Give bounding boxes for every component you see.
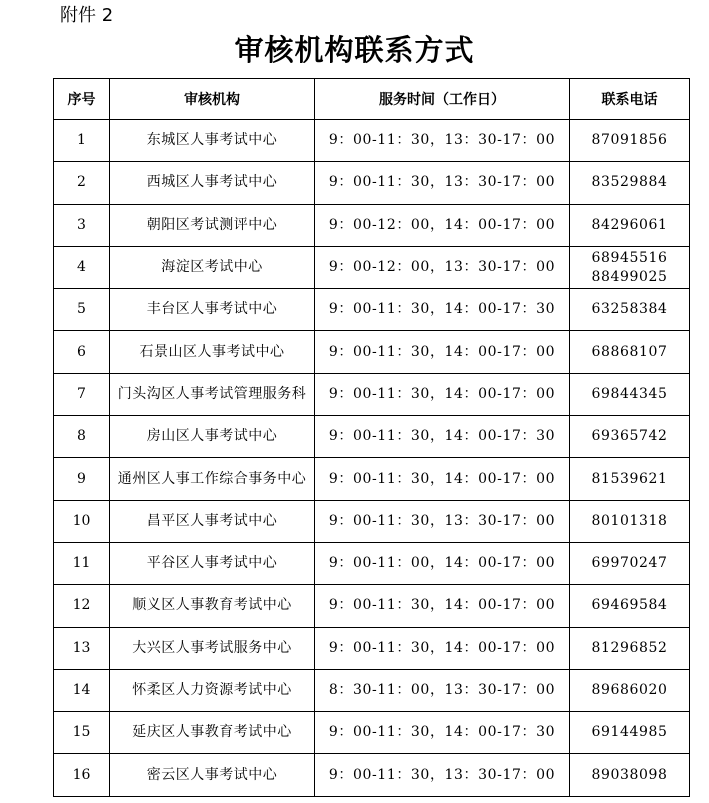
- cell-phone: [570, 331, 690, 373]
- cell-phone: [570, 373, 690, 415]
- cell-phone: [570, 669, 690, 711]
- cell-index: 14: [54, 669, 110, 711]
- cell-phone: [570, 542, 690, 584]
- cell-phone: [570, 162, 690, 204]
- table-row: [54, 162, 690, 204]
- cell-hours: 9：00-11：00，14：00-17：00: [315, 542, 570, 584]
- cell-index: 11: [54, 542, 110, 584]
- table-row: [54, 500, 690, 542]
- cell-hours: 9：00-11：30，14：00-17：30: [315, 712, 570, 754]
- cell-index: 13: [54, 627, 110, 669]
- cell-index: 8: [54, 416, 110, 458]
- phone-number: 83529884: [591, 174, 668, 191]
- table-row: [54, 458, 690, 500]
- contacts-table: [53, 78, 690, 797]
- cell-agency: 西城区人事考试中心: [110, 162, 315, 204]
- phone-number: 88499025: [591, 268, 668, 285]
- cell-phone: [570, 120, 690, 162]
- table-row: [54, 373, 690, 415]
- cell-phone: [570, 246, 690, 288]
- cell-hours: 8：30-11：00，13：30-17：00: [315, 669, 570, 711]
- cell-index: 6: [54, 331, 110, 373]
- cell-hours: 9：00-12：00，13：30-17：00: [315, 246, 570, 288]
- table-body: [54, 120, 690, 797]
- cell-agency: 朝阳区考试测评中心: [110, 204, 315, 246]
- cell-index: 3: [54, 204, 110, 246]
- cell-hours: 9：00-11：30，14：00-17：00: [315, 585, 570, 627]
- cell-phone: [570, 712, 690, 754]
- cell-agency: 东城区人事考试中心: [110, 120, 315, 162]
- table-row: [54, 246, 690, 288]
- cell-agency: 通州区人事工作综合事务中心: [110, 458, 315, 500]
- phone-number: 84296061: [591, 216, 668, 233]
- header-agency: 审核机构: [110, 79, 315, 120]
- table-row: [54, 669, 690, 711]
- header-hours: 服务时间（工作日）: [315, 79, 570, 120]
- cell-hours: 9：00-11：30，14：00-17：00: [315, 331, 570, 373]
- cell-hours: 9：00-12：00，14：00-17：00: [315, 204, 570, 246]
- cell-hours: 9：00-11：30，14：00-17：00: [315, 458, 570, 500]
- cell-phone: [570, 204, 690, 246]
- table-row: [54, 204, 690, 246]
- cell-agency: 怀柔区人力资源考试中心: [110, 669, 315, 711]
- cell-agency: 大兴区人事考试服务中心: [110, 627, 315, 669]
- phone-number: 87091856: [591, 132, 668, 149]
- cell-index: 5: [54, 289, 110, 331]
- cell-index: 10: [54, 500, 110, 542]
- cell-agency: 密云区人事考试中心: [110, 754, 315, 796]
- cell-agency: 顺义区人事教育考试中心: [110, 585, 315, 627]
- cell-agency: 昌平区人事考试中心: [110, 500, 315, 542]
- phone-number: 63258384: [591, 301, 668, 318]
- table-row: [54, 754, 690, 796]
- cell-index: 16: [54, 754, 110, 796]
- phone-number: 81539621: [591, 470, 668, 487]
- cell-phone: [570, 458, 690, 500]
- phone-number: 69844345: [591, 385, 668, 402]
- cell-agency: 海淀区考试中心: [110, 246, 315, 288]
- phone-number: 80101318: [591, 512, 668, 529]
- attachment-label: 附件 2: [60, 5, 114, 26]
- header-index: 序号: [54, 79, 110, 120]
- phone-number: 69144985: [591, 724, 668, 741]
- cell-phone: [570, 500, 690, 542]
- table-header-row: [54, 79, 690, 120]
- cell-phone: [570, 289, 690, 331]
- cell-hours: 9：00-11：30，13：30-17：00: [315, 162, 570, 204]
- cell-agency: 房山区人事考试中心: [110, 416, 315, 458]
- phone-number: 89038098: [591, 766, 668, 783]
- table-row: [54, 712, 690, 754]
- cell-agency: 丰台区人事考试中心: [110, 289, 315, 331]
- cell-phone: [570, 754, 690, 796]
- cell-index: 4: [54, 246, 110, 288]
- table-row: [54, 331, 690, 373]
- cell-phone: [570, 627, 690, 669]
- cell-index: 7: [54, 373, 110, 415]
- page-title: 审核机构联系方式: [234, 33, 475, 67]
- phone-number: 81296852: [591, 639, 668, 656]
- cell-hours: 9：00-11：30，14：00-17：00: [315, 627, 570, 669]
- table-row: [54, 416, 690, 458]
- cell-index: 9: [54, 458, 110, 500]
- cell-index: 2: [54, 162, 110, 204]
- cell-hours: 9：00-11：30，13：30-17：00: [315, 120, 570, 162]
- table-row: [54, 585, 690, 627]
- cell-hours: 9：00-11：30，14：00-17：00: [315, 373, 570, 415]
- cell-phone: [570, 416, 690, 458]
- cell-index: 12: [54, 585, 110, 627]
- table-row: [54, 289, 690, 331]
- cell-agency: 门头沟区人事考试管理服务科: [110, 373, 315, 415]
- cell-hours: 9：00-11：30，13：30-17：00: [315, 500, 570, 542]
- phone-number: 69970247: [591, 555, 668, 572]
- cell-agency: 平谷区人事考试中心: [110, 542, 315, 584]
- cell-agency: 石景山区人事考试中心: [110, 331, 315, 373]
- phone-number: 68868107: [591, 343, 668, 360]
- phone-number: 69469584: [591, 597, 668, 614]
- cell-hours: 9：00-11：30，13：30-17：00: [315, 754, 570, 796]
- cell-hours: 9：00-11：30，14：00-17：30: [315, 289, 570, 331]
- table-row: [54, 542, 690, 584]
- table-row: [54, 627, 690, 669]
- cell-agency: 延庆区人事教育考试中心: [110, 712, 315, 754]
- phone-number: 69365742: [591, 428, 668, 445]
- table-row: [54, 120, 690, 162]
- cell-hours: 9：00-11：30，14：00-17：30: [315, 416, 570, 458]
- phone-number: 68945516: [591, 249, 668, 266]
- header-phone: 联系电话: [570, 79, 690, 120]
- phone-number: 89686020: [591, 682, 668, 698]
- cell-index: 15: [54, 712, 110, 754]
- cell-phone: [570, 585, 690, 627]
- cell-index: 1: [54, 120, 110, 162]
